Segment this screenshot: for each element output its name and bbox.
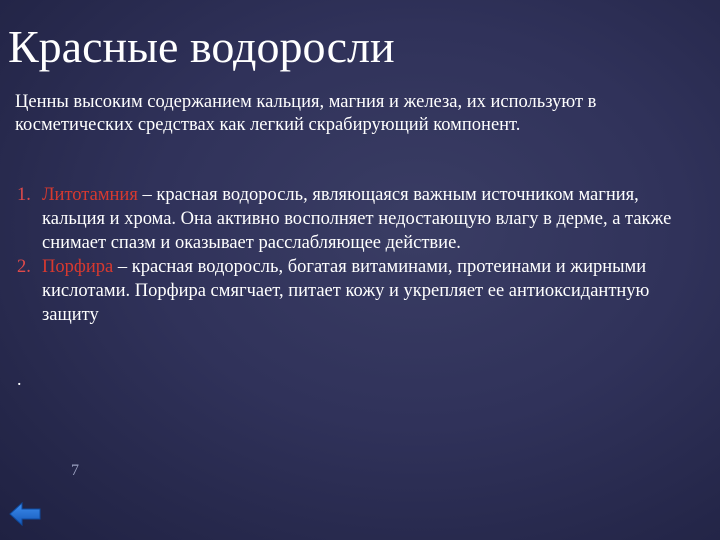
list-item	[0, 255, 700, 327]
list-item-text: – красная водоросль, являющаяся важным источником магния, кальция и хрома. Она активно восполняет недостающую влагу в дерме, а также снимает спазм и оказывает расслабляющее действие.	[42, 185, 672, 253]
back-button[interactable]	[9, 501, 41, 527]
term-porphyra: Порфира	[42, 257, 114, 277]
slide-title: Красные водоросли	[8, 21, 395, 72]
algae-list	[0, 183, 700, 327]
page-number: 7	[71, 462, 79, 479]
arrow-left-icon	[9, 501, 41, 527]
list-item-number: 1.	[17, 185, 31, 205]
trailing-mark: .	[17, 369, 22, 389]
term-lithothamnion: Литотамния	[42, 185, 138, 205]
list-item-text: – красная водоросль, богатая витаминами, протеинами и жирными кислотами. Порфира смягчает, питает кожу и укрепляет ее антиоксидантную защиту	[42, 257, 650, 325]
list-item-number: 2.	[17, 257, 31, 277]
list-item	[0, 183, 700, 255]
intro-paragraph: Ценны высоким содержанием кальция, магния и железа, их используют в косметических средствах как легкий скрабирующий компонент.	[15, 92, 597, 135]
